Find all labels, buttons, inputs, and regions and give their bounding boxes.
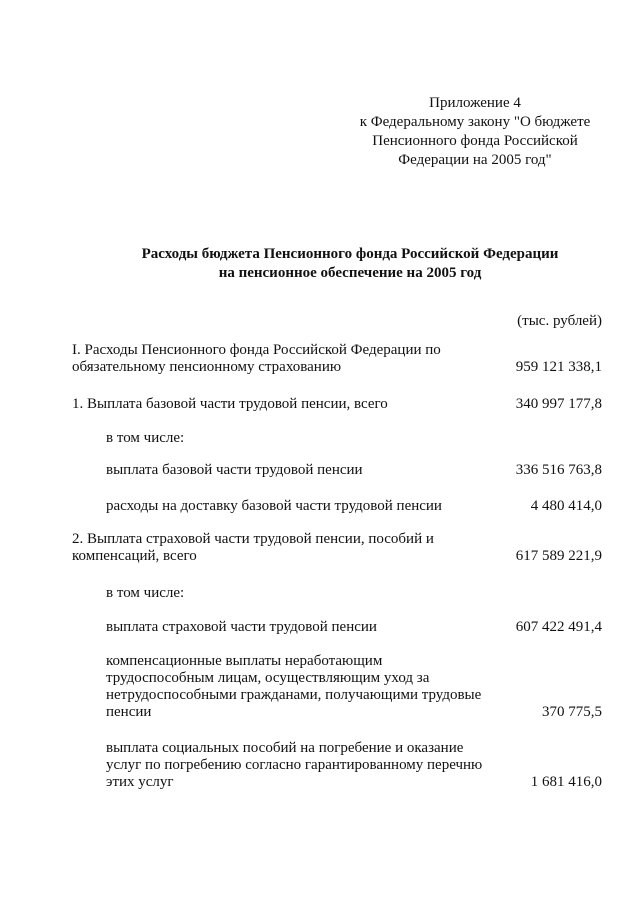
row-label: выплата социальных пособий на погребение и оказание услуг по погребению согласно гарантированному перечню этих услуг	[106, 740, 483, 790]
appendix-header	[330, 94, 620, 170]
expense-row-insurance-payment	[72, 619, 602, 636]
row-label: расходы на доставку базовой части трудовой пенсии	[106, 498, 442, 514]
document-title	[60, 245, 640, 283]
row-amount: 959 121 338,1	[515, 359, 602, 375]
expense-row-burial-benefits	[72, 740, 602, 791]
expense-row-insurance-part	[72, 531, 602, 565]
expense-row-basic-payment	[72, 462, 602, 479]
row-amount: 607 422 491,4	[515, 619, 602, 635]
row-label: выплата страховой части трудовой пенсии	[106, 619, 377, 635]
expense-row-including	[72, 585, 602, 602]
row-amount: 370 775,5	[542, 704, 602, 720]
appendix-line: к Федеральному закону "О бюджете	[359, 114, 591, 130]
title-line: Расходы бюджета Пенсионного фонда Российской Федерации	[141, 246, 559, 262]
row-label: в том числе:	[106, 585, 185, 601]
expense-row-basic-delivery	[72, 498, 602, 515]
row-amount: 617 589 221,9	[515, 548, 602, 564]
row-label: I. Расходы Пенсионного фонда Российской Федерации по обязательному пенсионному страхованию	[72, 342, 441, 375]
expense-row-basic-part	[72, 396, 602, 413]
expense-row-including	[72, 430, 602, 447]
appendix-line: Пенсионного фонда Российской	[372, 133, 578, 149]
appendix-line: Федерации на 2005 год"	[398, 152, 552, 168]
title-line: на пенсионное обеспечение на 2005 год	[218, 265, 482, 281]
row-amount: 1 681 416,0	[530, 774, 602, 790]
row-amount: 340 997 177,8	[515, 396, 602, 412]
units-label: (тыс. рублей)	[517, 313, 602, 329]
appendix-line: Приложение 4	[429, 95, 521, 111]
row-label: 1. Выплата базовой части трудовой пенсии, всего	[72, 396, 388, 412]
row-label: выплата базовой части трудовой пенсии	[106, 462, 363, 478]
expense-row-total	[72, 342, 602, 376]
row-amount: 4 480 414,0	[530, 498, 602, 514]
row-amount: 336 516 763,8	[515, 462, 602, 478]
row-label: 2. Выплата страховой части трудовой пенсии, пособий и компенсаций, всего	[72, 531, 434, 564]
row-label: компенсационные выплаты неработающим трудоспособным лицам, осуществляющим уход за нетрудоспособными гражданами, получающими трудовые пенсии	[106, 653, 482, 720]
row-label: в том числе:	[106, 430, 185, 446]
expense-row-compensation	[72, 653, 602, 721]
